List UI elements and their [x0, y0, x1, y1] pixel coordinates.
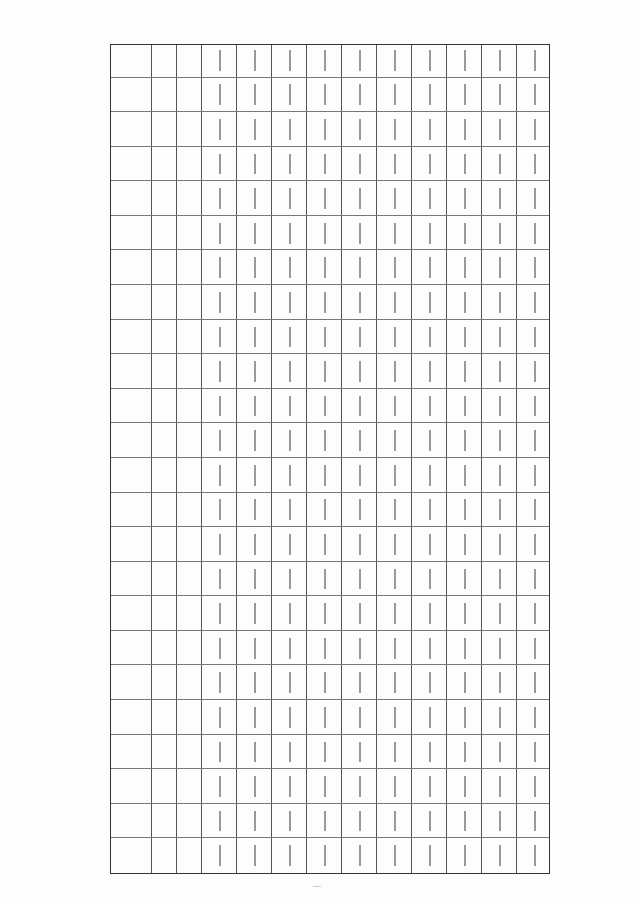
cell-content-placeholder	[534, 257, 536, 278]
cell-content-placeholder	[359, 50, 361, 71]
cell-content-placeholder	[429, 50, 431, 71]
cell-content-placeholder	[429, 223, 431, 244]
cell-content-placeholder	[464, 742, 466, 763]
cell-content-placeholder	[289, 638, 291, 659]
cell-content-placeholder	[464, 811, 466, 832]
cell-content-placeholder	[394, 742, 396, 763]
cell-content-placeholder	[219, 223, 221, 244]
table-column-line	[111, 734, 549, 735]
table-column-line	[111, 457, 549, 458]
cell-content-placeholder	[429, 672, 431, 693]
cell-content-placeholder	[499, 500, 501, 521]
cell-content-placeholder	[254, 188, 256, 209]
cell-content-placeholder	[499, 534, 501, 555]
cell-content-placeholder	[394, 534, 396, 555]
cell-content-placeholder	[324, 223, 326, 244]
cell-content-placeholder	[359, 845, 361, 866]
table-row-line	[341, 45, 342, 873]
cell-content-placeholder	[254, 50, 256, 71]
table-row-line	[201, 45, 202, 873]
cell-content-placeholder	[359, 707, 361, 728]
cell-content-placeholder	[429, 119, 431, 140]
cell-content-placeholder	[289, 188, 291, 209]
cell-content-placeholder	[464, 500, 466, 521]
cell-content-placeholder	[394, 430, 396, 451]
cell-content-placeholder	[394, 465, 396, 486]
cell-content-placeholder	[499, 396, 501, 417]
cell-content-placeholder	[219, 776, 221, 797]
cell-content-placeholder	[394, 223, 396, 244]
cell-content-placeholder	[534, 430, 536, 451]
table-row-line	[151, 45, 152, 873]
cell-content-placeholder	[359, 85, 361, 106]
cell-content-placeholder	[289, 430, 291, 451]
cell-content-placeholder	[394, 569, 396, 590]
cell-content-placeholder	[219, 327, 221, 348]
cell-content-placeholder	[429, 500, 431, 521]
cell-content-placeholder	[534, 603, 536, 624]
cell-content-placeholder	[219, 50, 221, 71]
cell-content-placeholder	[534, 811, 536, 832]
cell-content-placeholder	[464, 707, 466, 728]
cell-content-placeholder	[499, 257, 501, 278]
cell-content-placeholder	[499, 292, 501, 313]
cell-content-placeholder	[429, 811, 431, 832]
cell-content-placeholder	[429, 776, 431, 797]
cell-content-placeholder	[359, 119, 361, 140]
cell-content-placeholder	[324, 119, 326, 140]
cell-content-placeholder	[499, 85, 501, 106]
cell-content-placeholder	[429, 603, 431, 624]
cell-content-placeholder	[394, 500, 396, 521]
table-column-line	[111, 561, 549, 562]
cell-content-placeholder	[219, 500, 221, 521]
cell-content-placeholder	[289, 845, 291, 866]
table-row-line	[271, 45, 272, 873]
table-column-line	[111, 180, 549, 181]
cell-content-placeholder	[534, 188, 536, 209]
cell-content-placeholder	[324, 154, 326, 175]
cell-content-placeholder	[394, 327, 396, 348]
cell-content-placeholder	[394, 811, 396, 832]
cell-content-placeholder	[324, 85, 326, 106]
table-column-line	[111, 284, 549, 285]
cell-content-placeholder	[534, 465, 536, 486]
cell-content-placeholder	[429, 465, 431, 486]
cell-content-placeholder	[394, 154, 396, 175]
cell-content-placeholder	[219, 603, 221, 624]
cell-content-placeholder	[219, 85, 221, 106]
cell-content-placeholder	[499, 223, 501, 244]
cell-content-placeholder	[429, 292, 431, 313]
cell-content-placeholder	[289, 292, 291, 313]
cell-content-placeholder	[394, 672, 396, 693]
cell-content-placeholder	[499, 707, 501, 728]
cell-content-placeholder	[394, 396, 396, 417]
cell-content-placeholder	[359, 638, 361, 659]
cell-content-placeholder	[499, 430, 501, 451]
cell-content-placeholder	[254, 361, 256, 382]
cell-content-placeholder	[464, 569, 466, 590]
cell-content-placeholder	[534, 154, 536, 175]
cell-content-placeholder	[464, 465, 466, 486]
cell-content-placeholder	[429, 707, 431, 728]
cell-content-placeholder	[464, 638, 466, 659]
cell-content-placeholder	[394, 257, 396, 278]
cell-content-placeholder	[359, 257, 361, 278]
cell-content-placeholder	[429, 361, 431, 382]
cell-content-placeholder	[464, 361, 466, 382]
cell-content-placeholder	[499, 188, 501, 209]
cell-content-placeholder	[254, 742, 256, 763]
cell-content-placeholder	[219, 742, 221, 763]
cell-content-placeholder	[289, 569, 291, 590]
cell-content-placeholder	[429, 638, 431, 659]
cell-content-placeholder	[289, 776, 291, 797]
cell-content-placeholder	[464, 672, 466, 693]
cell-content-placeholder	[289, 534, 291, 555]
cell-content-placeholder	[429, 534, 431, 555]
cell-content-placeholder	[394, 776, 396, 797]
cell-content-placeholder	[359, 569, 361, 590]
cell-content-placeholder	[464, 154, 466, 175]
cell-content-placeholder	[394, 707, 396, 728]
cell-content-placeholder	[359, 500, 361, 521]
cell-content-placeholder	[359, 742, 361, 763]
cell-content-placeholder	[289, 50, 291, 71]
cell-content-placeholder	[394, 638, 396, 659]
cell-content-placeholder	[254, 707, 256, 728]
cell-content-placeholder	[534, 569, 536, 590]
cell-content-placeholder	[394, 119, 396, 140]
cell-content-placeholder	[324, 811, 326, 832]
cell-content-placeholder	[499, 361, 501, 382]
cell-content-placeholder	[394, 292, 396, 313]
cell-content-placeholder	[534, 223, 536, 244]
cell-content-placeholder	[324, 603, 326, 624]
cell-content-placeholder	[324, 188, 326, 209]
cell-content-placeholder	[464, 292, 466, 313]
cell-content-placeholder	[219, 188, 221, 209]
cell-content-placeholder	[534, 119, 536, 140]
cell-content-placeholder	[254, 603, 256, 624]
cell-content-placeholder	[289, 500, 291, 521]
cell-content-placeholder	[429, 188, 431, 209]
cell-content-placeholder	[534, 500, 536, 521]
cell-content-placeholder	[499, 465, 501, 486]
cell-content-placeholder	[254, 430, 256, 451]
cell-content-placeholder	[534, 50, 536, 71]
cell-content-placeholder	[429, 327, 431, 348]
cell-content-placeholder	[499, 154, 501, 175]
cell-content-placeholder	[254, 292, 256, 313]
cell-content-placeholder	[499, 603, 501, 624]
cell-content-placeholder	[464, 188, 466, 209]
table-row-line	[481, 45, 482, 873]
cell-content-placeholder	[324, 292, 326, 313]
cell-content-placeholder	[464, 119, 466, 140]
cell-content-placeholder	[254, 500, 256, 521]
cell-content-placeholder	[359, 292, 361, 313]
cell-content-placeholder	[534, 85, 536, 106]
cell-content-placeholder	[464, 396, 466, 417]
cell-content-placeholder	[429, 430, 431, 451]
table-column-line	[111, 388, 549, 389]
cell-content-placeholder	[359, 396, 361, 417]
cell-content-placeholder	[394, 85, 396, 106]
cell-content-placeholder	[534, 396, 536, 417]
cell-content-placeholder	[359, 672, 361, 693]
cell-content-placeholder	[534, 534, 536, 555]
cell-content-placeholder	[219, 811, 221, 832]
cell-content-placeholder	[359, 154, 361, 175]
cell-content-placeholder	[534, 361, 536, 382]
cell-content-placeholder	[289, 707, 291, 728]
cell-content-placeholder	[464, 85, 466, 106]
cell-content-placeholder	[254, 845, 256, 866]
cell-content-placeholder	[324, 327, 326, 348]
cell-content-placeholder	[254, 257, 256, 278]
table-column-line	[111, 803, 549, 804]
cell-content-placeholder	[289, 85, 291, 106]
cell-content-placeholder	[534, 776, 536, 797]
cell-content-placeholder	[219, 292, 221, 313]
cell-content-placeholder	[219, 154, 221, 175]
table-column-line	[111, 595, 549, 596]
cell-content-placeholder	[219, 119, 221, 140]
cell-content-placeholder	[464, 603, 466, 624]
table-column-line	[111, 699, 549, 700]
cell-content-placeholder	[499, 811, 501, 832]
cell-content-placeholder	[254, 327, 256, 348]
cell-content-placeholder	[464, 845, 466, 866]
cell-content-placeholder	[324, 257, 326, 278]
table-column-line	[111, 353, 549, 354]
cell-content-placeholder	[359, 188, 361, 209]
table-row-line	[306, 45, 307, 873]
table-row-line	[411, 45, 412, 873]
cell-content-placeholder	[289, 119, 291, 140]
cell-content-placeholder	[289, 672, 291, 693]
cell-content-placeholder	[254, 569, 256, 590]
table-row-line	[236, 45, 237, 873]
cell-content-placeholder	[219, 396, 221, 417]
cell-content-placeholder	[324, 845, 326, 866]
cell-content-placeholder	[219, 845, 221, 866]
table-column-line	[111, 215, 549, 216]
cell-content-placeholder	[464, 257, 466, 278]
cell-content-placeholder	[219, 465, 221, 486]
cell-content-placeholder	[254, 672, 256, 693]
cell-content-placeholder	[219, 534, 221, 555]
table-column-line	[111, 630, 549, 631]
cell-content-placeholder	[324, 534, 326, 555]
cell-content-placeholder	[254, 223, 256, 244]
cell-content-placeholder	[324, 742, 326, 763]
table-column-line	[111, 837, 549, 838]
table-column-line	[111, 492, 549, 493]
cell-content-placeholder	[359, 534, 361, 555]
cell-content-placeholder	[499, 327, 501, 348]
cell-content-placeholder	[324, 638, 326, 659]
cell-content-placeholder	[359, 811, 361, 832]
cell-content-placeholder	[254, 85, 256, 106]
cell-content-placeholder	[219, 430, 221, 451]
cell-content-placeholder	[289, 811, 291, 832]
table-column-line	[111, 250, 549, 251]
cell-content-placeholder	[394, 603, 396, 624]
cell-content-placeholder	[219, 257, 221, 278]
cell-content-placeholder	[359, 430, 361, 451]
cell-content-placeholder	[289, 603, 291, 624]
cell-content-placeholder	[324, 396, 326, 417]
table-column-line	[111, 319, 549, 320]
cell-content-placeholder	[534, 672, 536, 693]
cell-content-placeholder	[324, 361, 326, 382]
cell-content-placeholder	[499, 845, 501, 866]
scan-artifact	[313, 886, 321, 887]
cell-content-placeholder	[464, 430, 466, 451]
table-column-line	[111, 768, 549, 769]
cell-content-placeholder	[219, 707, 221, 728]
cell-content-placeholder	[289, 361, 291, 382]
table-column-line	[111, 77, 549, 78]
cell-content-placeholder	[499, 50, 501, 71]
cell-content-placeholder	[219, 638, 221, 659]
cell-content-placeholder	[359, 465, 361, 486]
cell-content-placeholder	[359, 603, 361, 624]
cell-content-placeholder	[394, 188, 396, 209]
cell-content-placeholder	[254, 638, 256, 659]
cell-content-placeholder	[324, 50, 326, 71]
cell-content-placeholder	[499, 776, 501, 797]
cell-content-placeholder	[534, 742, 536, 763]
cell-content-placeholder	[534, 845, 536, 866]
cell-content-placeholder	[324, 430, 326, 451]
cell-content-placeholder	[394, 845, 396, 866]
cell-content-placeholder	[464, 327, 466, 348]
cell-content-placeholder	[324, 569, 326, 590]
cell-content-placeholder	[429, 257, 431, 278]
cell-content-placeholder	[289, 154, 291, 175]
cell-content-placeholder	[254, 119, 256, 140]
cell-content-placeholder	[254, 776, 256, 797]
cell-content-placeholder	[534, 707, 536, 728]
cell-content-placeholder	[289, 257, 291, 278]
cell-content-placeholder	[289, 396, 291, 417]
cell-content-placeholder	[394, 361, 396, 382]
cell-content-placeholder	[499, 638, 501, 659]
cell-content-placeholder	[219, 361, 221, 382]
cell-content-placeholder	[324, 776, 326, 797]
cell-content-placeholder	[464, 223, 466, 244]
cell-content-placeholder	[429, 396, 431, 417]
cell-content-placeholder	[499, 569, 501, 590]
cell-content-placeholder	[464, 534, 466, 555]
cell-content-placeholder	[254, 534, 256, 555]
cell-content-placeholder	[324, 707, 326, 728]
cell-content-placeholder	[219, 569, 221, 590]
cell-content-placeholder	[254, 811, 256, 832]
table-column-line	[111, 146, 549, 147]
cell-content-placeholder	[289, 465, 291, 486]
cell-content-placeholder	[534, 327, 536, 348]
table-row-line	[446, 45, 447, 873]
table-row-line	[376, 45, 377, 873]
table-row-line	[516, 45, 517, 873]
table-column-line	[111, 665, 549, 666]
cell-content-placeholder	[429, 85, 431, 106]
cell-content-placeholder	[429, 845, 431, 866]
cell-content-placeholder	[289, 223, 291, 244]
cell-content-placeholder	[464, 50, 466, 71]
cell-content-placeholder	[394, 50, 396, 71]
cell-content-placeholder	[499, 672, 501, 693]
cell-content-placeholder	[359, 361, 361, 382]
cell-content-placeholder	[359, 327, 361, 348]
cell-content-placeholder	[219, 672, 221, 693]
cell-content-placeholder	[359, 776, 361, 797]
cell-content-placeholder	[324, 500, 326, 521]
table-column-line	[111, 111, 549, 112]
cell-content-placeholder	[254, 396, 256, 417]
cell-content-placeholder	[289, 327, 291, 348]
cell-content-placeholder	[324, 672, 326, 693]
cell-content-placeholder	[499, 742, 501, 763]
cell-content-placeholder	[429, 742, 431, 763]
cell-content-placeholder	[289, 742, 291, 763]
cell-content-placeholder	[534, 638, 536, 659]
cell-content-placeholder	[464, 776, 466, 797]
table-column-line	[111, 526, 549, 527]
cell-content-placeholder	[324, 465, 326, 486]
cell-content-placeholder	[429, 154, 431, 175]
cell-content-placeholder	[359, 223, 361, 244]
cell-content-placeholder	[429, 569, 431, 590]
cell-content-placeholder	[499, 119, 501, 140]
table-row-line	[176, 45, 177, 873]
cell-content-placeholder	[254, 154, 256, 175]
cell-content-placeholder	[534, 292, 536, 313]
data-table	[110, 44, 550, 874]
cell-content-placeholder	[254, 465, 256, 486]
table-column-line	[111, 422, 549, 423]
